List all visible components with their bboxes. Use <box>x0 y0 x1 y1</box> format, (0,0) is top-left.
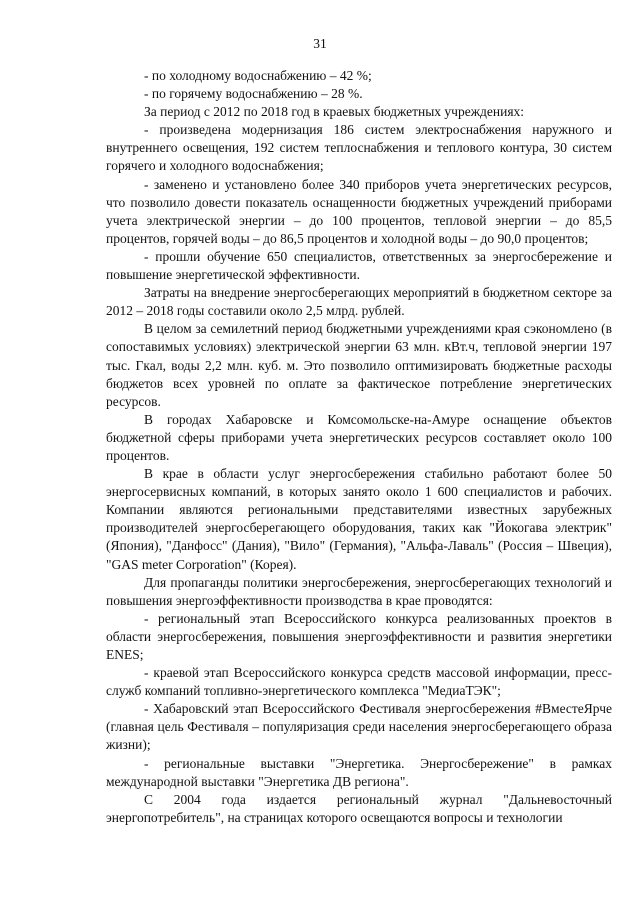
page-number: 31 <box>313 36 327 51</box>
paragraph-modernization: - произведена модернизация 186 систем электроснабжения наружного и внутреннего освещения, 192 систем теплоснабжения и теплового контура, 30 систем горячего и холодного водоснабжения; <box>106 122 612 174</box>
paragraph-costs: Затраты на внедрение энергосберегающих мероприятий в бюджетном секторе за 2012 – 2018 годы составили около 2,5 млрд. рублей. <box>106 285 612 319</box>
paragraph-metering-devices: - заменено и установлено более 340 приборов учета энергетических ресурсов, что позволило довести показатель оснащенности бюджетных учреждений приборами учета электрической энергии – до 100 процентов, тепловой энергии – до 85,5 процентов, горячей воды – до 86,5 процентов и холодной воды – до 90,0 процентов; <box>106 176 612 246</box>
paragraph-journal: С 2004 года издается региональный журнал "Дальневосточный энергопотребитель", на страницах которого освещаются вопросы и технологии <box>106 791 612 825</box>
paragraph-training: - прошли обучение 650 специалистов, ответственных за энергосбережение и повышение энергетической эффективности. <box>106 248 612 283</box>
paragraph-exhibitions: - региональные выставки "Энергетика. Энергосбережение" в рамках международной выставки "Энергетика ДВ региона". <box>106 755 612 789</box>
paragraph-energy-service-companies: В крае в области услуг энергосбережения стабильно работают более 50 энергосервисных компаний, в которых занято около 1 600 специалистов и рабочих. Компании являются региональными представителями известных зарубежных производителей энергосберегающего оборудования, таких как "Йокогава электрик" (Япония), "Данфосс" (Дания), "Вило" (Германия), "Альфа-Лаваль" (Россия – Швеция), "GAS meter Corporation" (Корея). <box>106 466 612 572</box>
paragraph-propaganda-intro: Для пропаганды политики энергосбережения, энергосберегающих технологий и повышения энергоэффективности производства в крае проводятся: <box>106 574 612 608</box>
paragraph-mediatek-contest: - краевой этап Всероссийского конкурса средств массовой информации, пресс-служб компаний топливно-энергетического комплекса "МедиаТЭК"; <box>106 665 612 699</box>
paragraph-cities: В городах Хабаровске и Комсомольске-на-Амуре оснащение объектов бюджетной сферы приборами учета энергетических ресурсов составляет около 100 процентов. <box>106 411 612 463</box>
paragraph-festival: - Хабаровский этап Всероссийского Фестиваля энергосбережения #ВместеЯрче (главная цель Фестиваля – популяризация среди населения энергосберегающего образа жизни); <box>106 701 612 753</box>
paragraph-cold-water: - по холодному водоснабжению – 42 %; <box>144 68 372 83</box>
paragraph-hot-water: - по горячему водоснабжению – 28 %. <box>144 86 363 102</box>
document-body <box>106 67 612 827</box>
paragraph-enes-contest: - региональный этап Всероссийского конкурса реализованных проектов в области энергосбережения, повышения энергоэффективности и развития энергетики ENES; <box>106 610 612 662</box>
paragraph-savings: В целом за семилетний период бюджетными учреждениями края сэкономлено (в сопоставимых условиях) электрической энергии 63 млн. кВт.ч, тепловой энергии 197 тыс. Гкал, воды 2,2 млн. куб. м. Это позволило оптимизировать бюджетные расходы бюджетов всех уровней по оплате за фактическое потребление энергетических ресурсов. <box>106 321 612 409</box>
paragraph-period-intro: За период с 2012 по 2018 год в краевых бюджетных учреждениях: <box>144 104 525 120</box>
